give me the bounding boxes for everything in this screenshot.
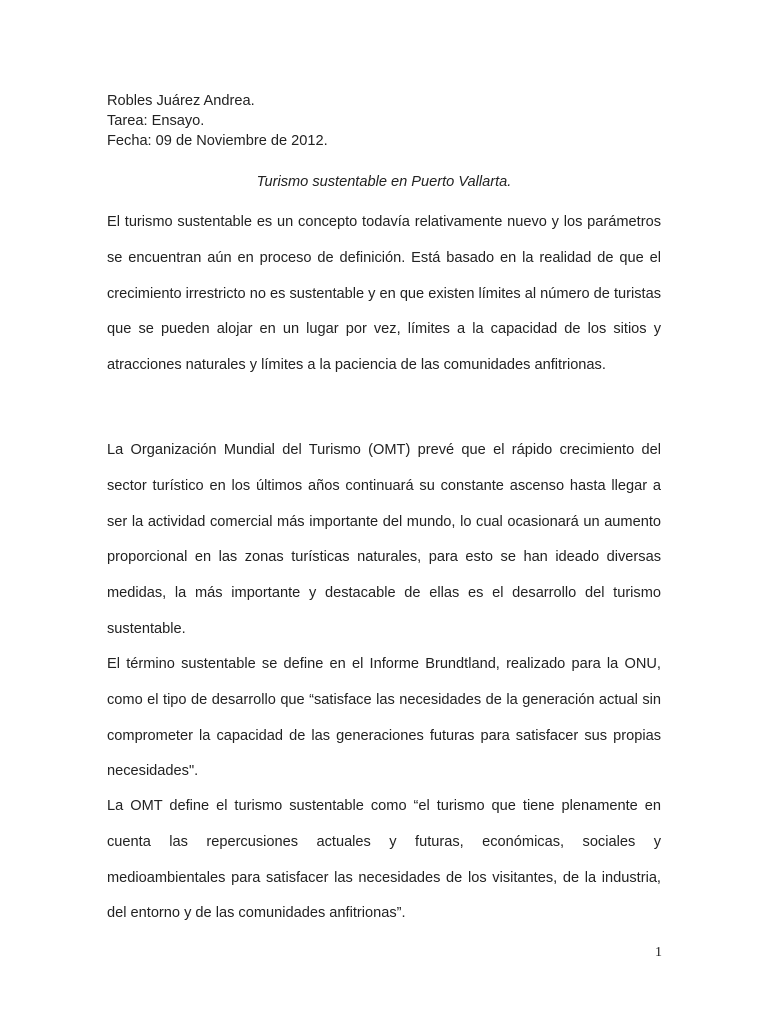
paragraph-2: La Organización Mundial del Turismo (OMT) prevé que el rápido crecimiento del sector turístico en los últimos años continuará su constante ascenso hasta llegar a ser la actividad comercial más importante del mundo, lo cual ocasionará un aumento proporcional en las zonas turísticas naturales, para esto se han ideado diversas medidas, la más importante y destacable de ellas es el desarrollo del turismo sustentable. (107, 442, 661, 637)
document-header (107, 91, 667, 151)
page-number: 1 (655, 945, 662, 960)
task-line: Tarea: Ensayo. (107, 113, 205, 129)
paragraph-1: El turismo sustentable es un concepto todavía relativamente nuevo y los parámetros se encuentran aún en proceso de definición. Está basado en la realidad de que el crecimiento irrestricto no es sustentable y en que existen límites al número de turistas que se pueden alojar en un lugar por vez, límites a la capacidad de los sitios y atracciones naturales y límites a la paciencia de las comunidades anfitrionas. (107, 214, 662, 374)
date-line: Fecha: 09 de Noviembre de 2012. (107, 133, 328, 149)
author-line: Robles Juárez Andrea. (107, 93, 255, 109)
paragraph-3: El término sustentable se define en el Informe Brundtland, realizado para la ONU, como el tipo de desarrollo que “satisface las necesidades de la generación actual sin comprometer la capacidad de las generaciones futuras para satisfacer sus propias necesidades". (107, 656, 661, 780)
paragraph-4: La OMT define el turismo sustentable como “el turismo que tiene plenamente en cuenta las repercusiones actuales y futuras, económicas, sociales y medioambientales para satisfacer las necesidades de los visitantes, de la industria, del entorno y de las comunidades anfitrionas”. (107, 798, 661, 922)
essay-title: Turismo sustentable en Puerto Vallarta. (256, 174, 512, 190)
